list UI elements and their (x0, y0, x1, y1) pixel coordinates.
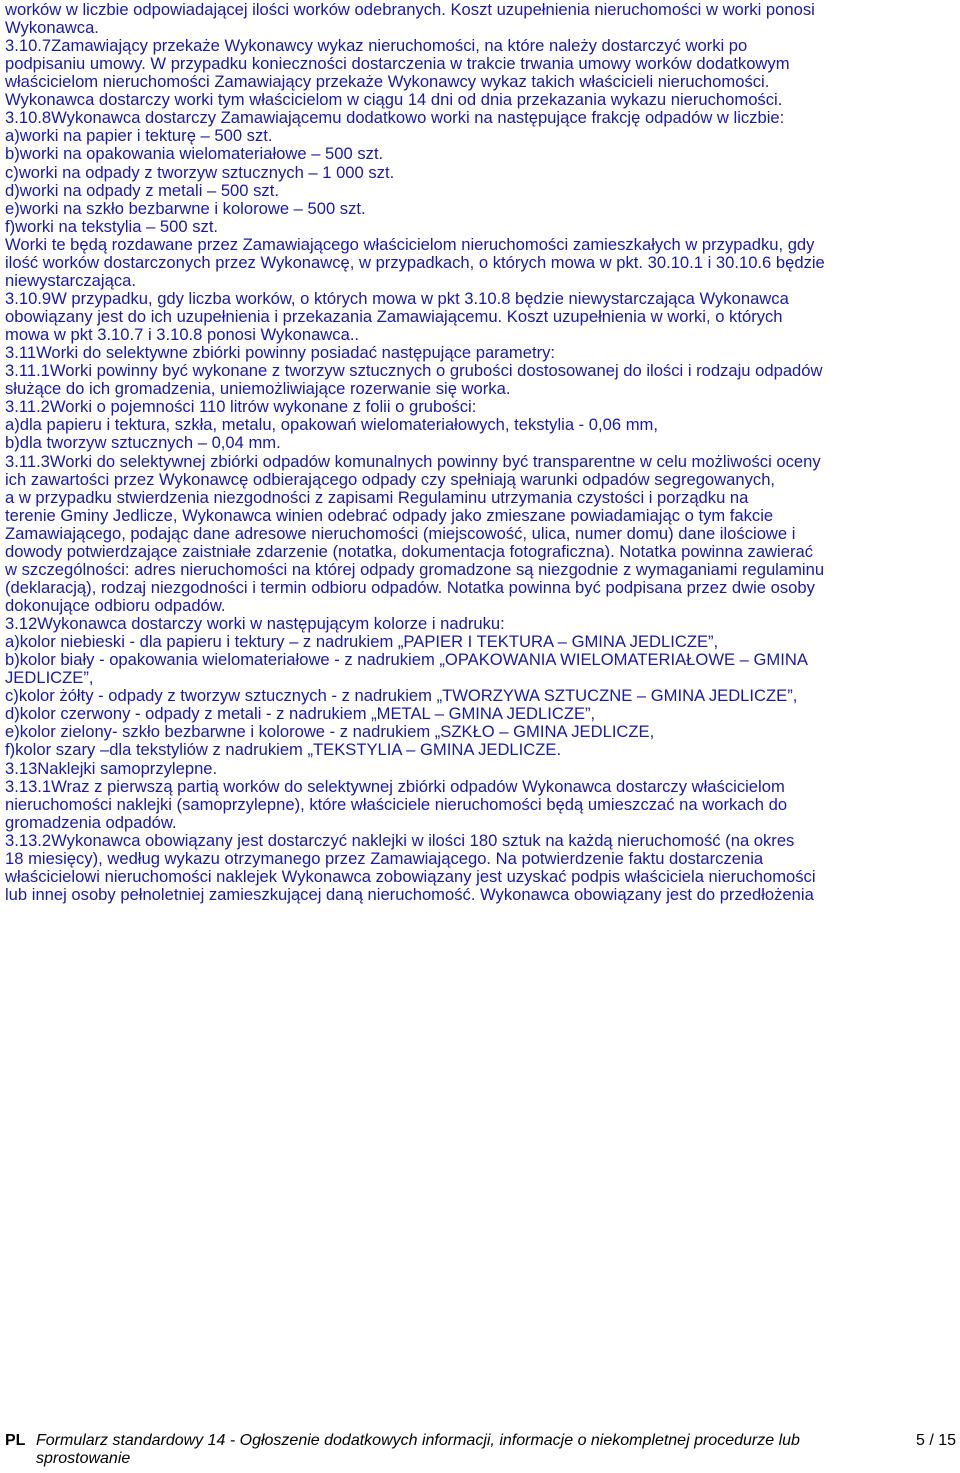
text-line: worków w liczbie odpowiadającej ilości worków odebranych. Koszt uzupełnienia nieruchomości w worki ponosi (5, 0, 815, 19)
text-line: d)worki na odpady z metali – 500 szt. (5, 180, 279, 200)
text-line: 3.11.1Worki powinny być wykonane z tworzyw sztucznych o grubości dostosowanej do ilości i rodzaju odpadów (5, 361, 823, 381)
text-line: 3.11.2Worki o pojemności 110 litrów wykonane z folii o grubości: (5, 397, 477, 417)
text-line: dowody potwierdzające zaistniałe zdarzenie (notatka, dokumentacja fotograficzna). Notatka powinna zawierać (5, 541, 814, 561)
text-line: 3.13.2Wykonawca obowiązany jest dostarczyć naklejki w ilości 180 sztuk na każdą nieruchomość (na okres (5, 830, 795, 850)
text-line: nieruchomości naklejki (samoprzylepne), które właściciele nieruchomości będą umieszczać na workach do (5, 794, 788, 814)
text-line: b)kolor biały - opakowania wielomateriałowe - z nadrukiem „OPAKOWANIA WIELOMATERIAŁOWE – GMINA (5, 650, 808, 670)
text-line: gromadzenia odpadów. (5, 812, 177, 832)
text-line: a w przypadku stwierdzenia niezgodności z zapisami Regulaminu utrzymania czystości i porządku na (5, 487, 749, 507)
text-line: 3.10.8Wykonawca dostarczy Zamawiającemu dodatkowo worki na następujące frakcję odpadów w liczbie: (5, 108, 785, 128)
footer-form-title: Formularz standardowy 14 - Ogłoszenie dodatkowych informacji, informacje o niekompletnej procedurze lub sprostowanie (36, 1432, 800, 1467)
text-line: a)worki na papier i tekturę – 500 szt. (5, 126, 273, 146)
text-line: 3.13Naklejki samoprzylepne. (5, 758, 218, 778)
text-line: 3.11Worki do selektywne zbiórki powinny posiadać następujące parametry: (5, 343, 556, 363)
footer-language: PL (5, 1432, 26, 1449)
text-line: a)kolor niebieski - dla papieru i tektury – z nadrukiem „PAPIER I TEKTURA – GMINA JEDLICZE”, (5, 632, 719, 652)
text-line: b)dla tworzyw sztucznych – 0,04 mm. (5, 433, 281, 453)
text-line: Worki te będą rozdawane przez Zamawiającego właścicielom nieruchomości zamieszkałych w przypadku, gdy (5, 234, 815, 254)
text-line: ich zawartości przez Wykonawcę odbierającego odpady czy spełniają warunki odpadów segregowanych, (5, 469, 776, 489)
text-line: e)worki na szkło bezbarwne i kolorowe – 500 szt. (5, 198, 366, 218)
text-line: Wykonawca dostarczy worki tym właścicielom w ciągu 14 dni od dnia przekazania wykazu nieruchomości. (5, 90, 783, 110)
text-line: podpisaniu umowy. W przypadku konieczności dostarczenia w trakcie trwania umowy worków dodatkowym (5, 54, 790, 74)
text-line: e)kolor zielony- szkło bezbarwne i kolorowe - z nadrukiem „SZKŁO – GMINA JEDLICZE, (5, 722, 655, 742)
text-line: 3.11.3Worki do selektywnej zbiórki odpadów komunalnych powinny być transparentne w celu możliwości oceny (5, 451, 821, 471)
text-line: dokonujące odbioru odpadów. (5, 595, 226, 615)
footer-page-number: 5 / 15 (915, 1432, 956, 1449)
text-line: a)dla papieru i tektura, szkła, metalu, opakowań wielomateriałowych, tekstylia - 0,06 mm, (5, 415, 658, 435)
text-line: 18 miesięcy), według wykazu otrzymanego przez Zamawiającego. Na potwierdzenie faktu dostarczenia (5, 848, 764, 868)
text-line: ilość worków dostarczonych przez Wykonawcę, w przypadkach, o których mowa w pkt. 30.10.1 i 30.10.6 będzie (5, 252, 825, 272)
text-line: 3.12Wykonawca dostarczy worki w następującym kolorze i nadruku: (5, 614, 505, 634)
text-line: Wykonawca. (5, 18, 99, 38)
text-line: d)kolor czerwony - odpady z metali - z nadrukiem „METAL – GMINA JEDLICZE”, (5, 704, 596, 724)
text-line: (deklaracją), rodzaj niezgodności i termin odbioru odpadów. Notatka powinna być podpisana przez dwie osoby (5, 577, 815, 597)
text-line: f)kolor szary –dla tekstyliów z nadrukiem „TEKSTYLIA – GMINA JEDLICZE. (5, 740, 562, 760)
text-line: właścicielowi nieruchomości naklejek Wykonawca zobowiązany jest uzyskać podpis właściciela nieruchomości (5, 866, 816, 886)
text-line: c)kolor żółty - odpady z tworzyw sztucznych - z nadrukiem „TWORZYWA SZTUCZNE – GMINA JEDLICZE”, (5, 686, 798, 706)
text-line: b)worki na opakowania wielomateriałowe – 500 szt. (5, 144, 384, 164)
text-line: 3.10.9W przypadku, gdy liczba worków, o których mowa w pkt 3.10.8 będzie niewystarczająca Wykonawca (5, 288, 789, 308)
text-line: Zamawiającego, podając dane adresowe nieruchomości (miejscowość, ulica, numer domu) dane ilościowe i (5, 523, 796, 543)
text-line: w szczególności: adres nieruchomości na której odpady gromadzone są niezgodnie z wymaganiami regulaminu (5, 559, 825, 579)
text-line: lub innej osoby pełnoletniej zamieszkującej daną nieruchomość. Wykonawca obowiązany jest do przedłożenia (5, 884, 814, 904)
text-line: f)worki na tekstylia – 500 szt. (5, 216, 219, 236)
text-line: obowiązany jest do ich uzupełnienia i przekazania Zamawiającemu. Koszt uzupełnienia w worki, o których (5, 307, 783, 327)
text-line: c)worki na odpady z tworzyw sztucznych – 1 000 szt. (5, 162, 395, 182)
text-line: służące do ich gromadzenia, uniemożliwiające rozerwanie się worka. (5, 379, 511, 399)
text-line: 3.13.1Wraz z pierwszą partią worków do selektywnej zbiórki odpadów Wykonawca dostarczy właścicielom (5, 776, 785, 796)
page-footer (0, 1432, 960, 1472)
text-line: 3.10.7Zamawiający przekaże Wykonawcy wykaz nieruchomości, na które należy dostarczyć worki po (5, 36, 748, 56)
text-line: JEDLICZE”, (5, 668, 94, 688)
text-line: mowa w pkt 3.10.7 i 3.10.8 ponosi Wykonawca.. (5, 325, 360, 345)
text-line: właścicielom nieruchomości Zamawiający przekaże Wykonawcy wykaz takich właścicieli nieruchomości. (5, 72, 770, 92)
text-line: terenie Gminy Jedlicze, Wykonawca winien odebrać odpady jako zmieszane powiadamiając o tym fakcie (5, 505, 774, 525)
text-line: niewystarczająca. (5, 270, 136, 290)
